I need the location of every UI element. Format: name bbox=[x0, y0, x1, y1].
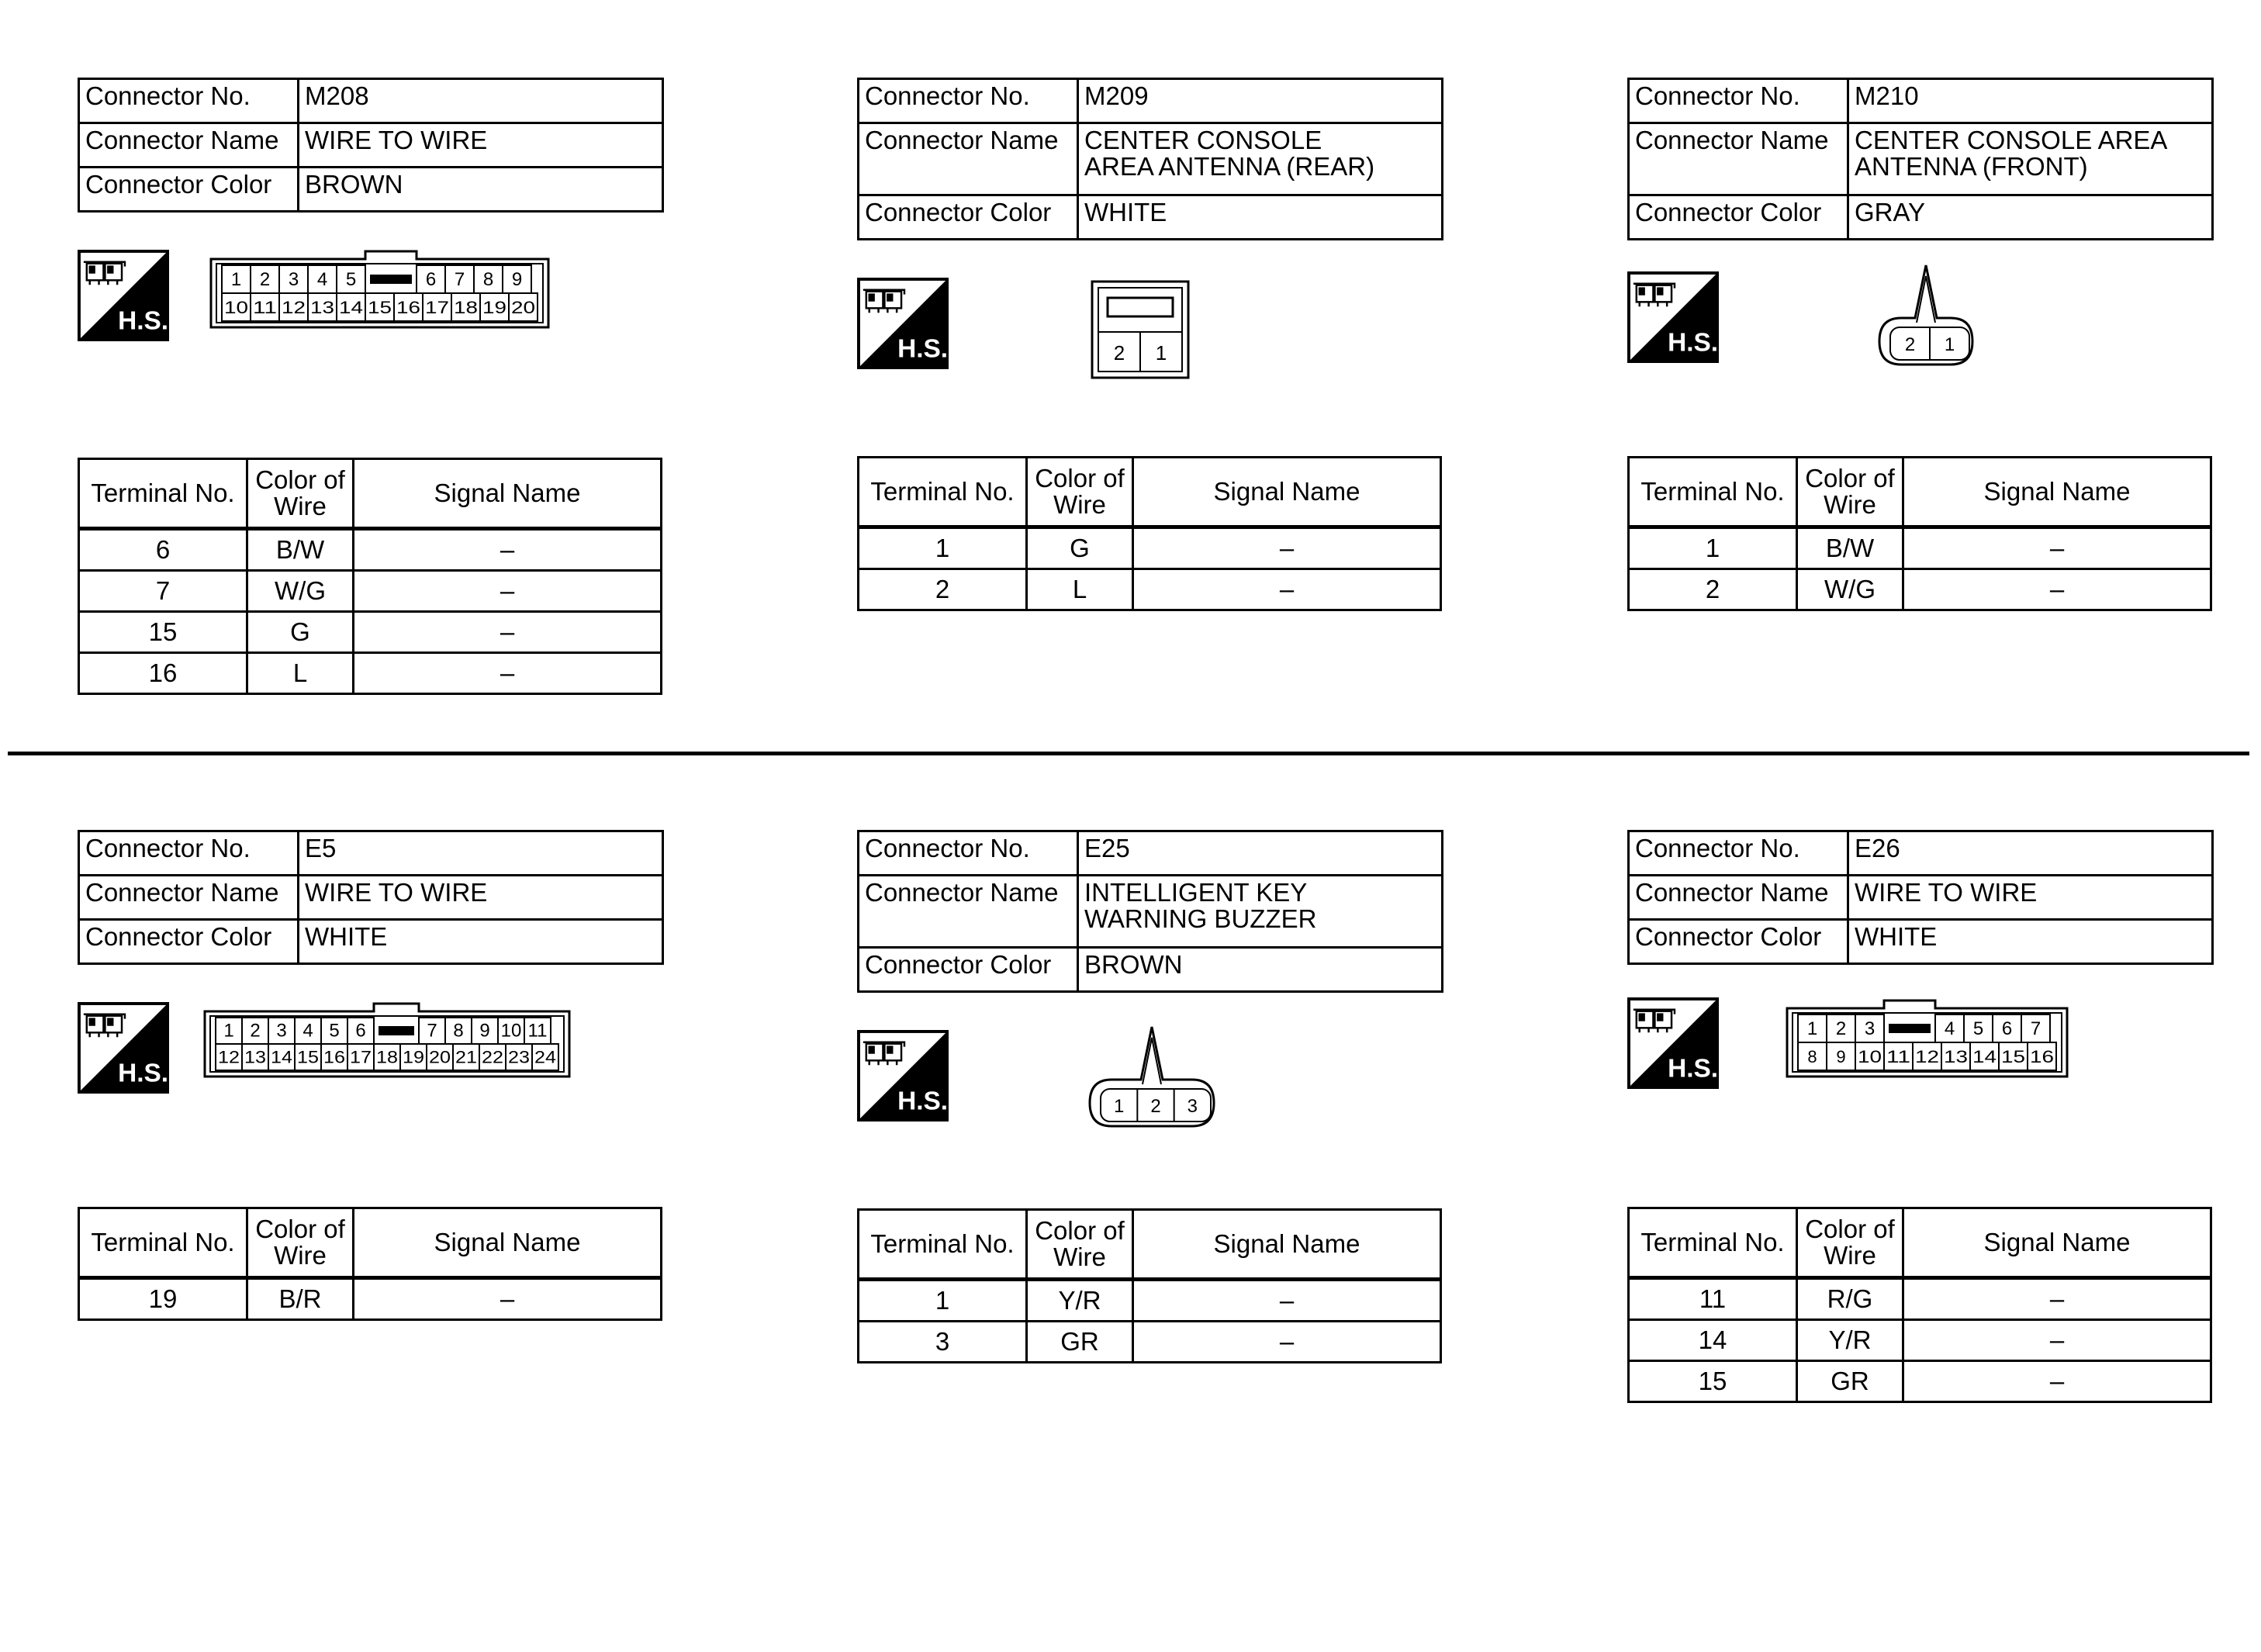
connector-pin-label: 9 bbox=[511, 268, 523, 290]
connector-lock-icon bbox=[379, 1026, 414, 1035]
connector-pin-label: 2 bbox=[1113, 341, 1125, 365]
table-row bbox=[79, 529, 662, 571]
connector-pin-label: 10 bbox=[224, 297, 248, 317]
connector-info-table bbox=[78, 78, 664, 213]
wire-color-cell: GR bbox=[1027, 1322, 1133, 1363]
hs-badge-label: H.S. bbox=[118, 306, 169, 336]
connector-pin-label: 1 bbox=[1806, 1018, 1818, 1039]
connector-lock-icon bbox=[1889, 1024, 1931, 1033]
connector-color-label: Connector Color bbox=[859, 195, 1078, 240]
color-of-wire-header: Color of Wire bbox=[247, 1208, 354, 1278]
wire-color-cell: B/W bbox=[1797, 527, 1903, 569]
connector-pin-label: 3 bbox=[276, 1020, 287, 1042]
connector-pin-label: 1 bbox=[230, 268, 242, 290]
connector-pin-label: 13 bbox=[244, 1047, 266, 1067]
signal-name-header: Signal Name bbox=[1133, 1210, 1441, 1280]
harness-side-icon bbox=[857, 278, 949, 369]
table-row bbox=[79, 571, 662, 612]
connector-face-diagram bbox=[203, 1002, 571, 1081]
terminal-no-cell: 1 bbox=[859, 1280, 1027, 1322]
wire-color-cell: W/G bbox=[247, 571, 354, 612]
wire-color-cell: GR bbox=[1797, 1361, 1903, 1402]
connector-face-diagram bbox=[1786, 999, 2069, 1081]
connector-no-label: Connector No. bbox=[79, 79, 299, 123]
connector-color-value: BROWN bbox=[1078, 948, 1443, 992]
connector-name-value: WIRE TO WIRE bbox=[299, 123, 663, 168]
hs-badge-label: H.S. bbox=[1668, 1054, 1719, 1083]
table-row bbox=[1629, 527, 2211, 569]
connector-pin-label: 16 bbox=[396, 297, 420, 317]
connector-no-label: Connector No. bbox=[79, 831, 299, 876]
connector-pin-label: 1 bbox=[1113, 1096, 1125, 1118]
connector-pin-label: 2 bbox=[1150, 1096, 1161, 1118]
connector-panel-e26 bbox=[1627, 830, 2217, 1528]
connector-no-value: M209 bbox=[1078, 79, 1443, 123]
signal-name-cell: – bbox=[354, 1278, 662, 1320]
connector-pin-label: 2 bbox=[259, 268, 271, 290]
connector-pin-label: 11 bbox=[253, 297, 277, 317]
connector-pin-label: 23 bbox=[508, 1047, 530, 1067]
terminal-no-cell: 1 bbox=[859, 527, 1027, 569]
connector-pin-label: 11 bbox=[527, 1020, 548, 1042]
connector-name-value: WIRE TO WIRE bbox=[299, 876, 663, 920]
terminal-table bbox=[78, 458, 662, 695]
connector-pin-label: 8 bbox=[453, 1020, 464, 1042]
harness-side-icon bbox=[857, 1030, 949, 1121]
signal-name-cell: – bbox=[1903, 1278, 2211, 1320]
connector-pin-label: 5 bbox=[1972, 1018, 1984, 1039]
connector-pin-label: 2 bbox=[1835, 1018, 1847, 1039]
terminal-table bbox=[857, 1208, 1442, 1363]
terminal-no-cell: 14 bbox=[1629, 1320, 1797, 1361]
connector-color-label: Connector Color bbox=[79, 920, 299, 964]
signal-name-cell: – bbox=[1133, 1280, 1441, 1322]
connector-pin-label: 7 bbox=[454, 268, 465, 290]
harness-side-icon bbox=[1627, 997, 1719, 1089]
signal-name-cell: – bbox=[354, 571, 662, 612]
connector-info-table bbox=[857, 830, 1443, 993]
terminal-no-cell: 7 bbox=[79, 571, 247, 612]
connector-pin-label: 19 bbox=[403, 1047, 424, 1067]
connector-pin-label: 11 bbox=[1886, 1046, 1910, 1066]
harness-side-icon bbox=[1627, 271, 1719, 363]
connector-no-label: Connector No. bbox=[1629, 831, 1848, 876]
signal-name-cell: – bbox=[1133, 1322, 1441, 1363]
color-of-wire-header: Color of Wire bbox=[247, 459, 354, 529]
terminal-no-cell: 2 bbox=[1629, 569, 1797, 610]
connector-pin-label: 8 bbox=[482, 268, 494, 290]
table-row bbox=[79, 612, 662, 653]
terminal-no-cell: 15 bbox=[1629, 1361, 1797, 1402]
wire-color-cell: B/R bbox=[247, 1278, 354, 1320]
table-row bbox=[859, 1280, 1441, 1322]
connector-pin-label: 9 bbox=[1836, 1046, 1846, 1066]
connector-pin-label: 12 bbox=[1915, 1046, 1939, 1066]
connector-no-value: M210 bbox=[1848, 79, 2213, 123]
connector-name-label: Connector Name bbox=[1629, 123, 1848, 195]
connector-face-diagram bbox=[1086, 1024, 1218, 1131]
connector-pin-label: 4 bbox=[303, 1020, 313, 1042]
connector-pin-label: 12 bbox=[218, 1047, 240, 1067]
connector-face-diagram bbox=[1876, 262, 1976, 369]
signal-name-cell: – bbox=[1133, 569, 1441, 610]
connector-no-label: Connector No. bbox=[1629, 79, 1848, 123]
connector-pin-label: 14 bbox=[271, 1047, 292, 1067]
wire-color-cell: B/W bbox=[247, 529, 354, 571]
hs-badge-label: H.S. bbox=[118, 1059, 169, 1088]
connector-pin-label: 3 bbox=[1864, 1018, 1876, 1039]
connector-info-table bbox=[1627, 830, 2214, 965]
connector-pin-label: 19 bbox=[482, 297, 506, 317]
terminal-no-header: Terminal No. bbox=[1629, 1208, 1797, 1278]
connector-color-label: Connector Color bbox=[1629, 920, 1848, 964]
connector-pin-label: 24 bbox=[534, 1047, 556, 1067]
signal-name-cell: – bbox=[1903, 1320, 2211, 1361]
terminal-no-cell: 15 bbox=[79, 612, 247, 653]
connector-panel-m210 bbox=[1627, 78, 2217, 776]
connector-pin-label: 6 bbox=[355, 1020, 366, 1042]
signal-name-cell: – bbox=[1903, 1361, 2211, 1402]
connector-pin-label: 20 bbox=[429, 1047, 451, 1067]
signal-name-cell: – bbox=[354, 612, 662, 653]
connector-pin-label: 15 bbox=[297, 1047, 319, 1067]
connector-color-value: WHITE bbox=[1078, 195, 1443, 240]
terminal-table bbox=[1627, 1207, 2212, 1403]
terminal-no-cell: 16 bbox=[79, 653, 247, 694]
table-row bbox=[79, 653, 662, 694]
connector-lock-icon bbox=[370, 275, 412, 284]
wire-color-cell: R/G bbox=[1797, 1278, 1903, 1320]
signal-name-header: Signal Name bbox=[354, 1208, 662, 1278]
color-of-wire-header: Color of Wire bbox=[1027, 1210, 1133, 1280]
connector-name-value: CENTER CONSOLE AREA ANTENNA (FRONT) bbox=[1848, 123, 2213, 195]
signal-name-header: Signal Name bbox=[354, 459, 662, 529]
connector-panel-m209 bbox=[857, 78, 1447, 776]
connector-pin-label: 1 bbox=[223, 1020, 234, 1042]
wire-color-cell: G bbox=[247, 612, 354, 653]
table-row bbox=[1629, 569, 2211, 610]
connector-pin-label: 3 bbox=[1187, 1096, 1198, 1118]
connector-panel-m208 bbox=[78, 78, 667, 776]
signal-name-cell: – bbox=[1903, 527, 2211, 569]
connector-info-table bbox=[78, 830, 664, 965]
connector-pin-label: 5 bbox=[345, 268, 357, 290]
connector-pin-label: 14 bbox=[1972, 1046, 1997, 1066]
connector-pin-label: 5 bbox=[329, 1020, 340, 1042]
harness-side-icon bbox=[78, 1002, 169, 1094]
connector-pin-label: 4 bbox=[1944, 1018, 1955, 1039]
wire-color-cell: L bbox=[1027, 569, 1133, 610]
connector-name-label: Connector Name bbox=[859, 876, 1078, 948]
connector-name-value: CENTER CONSOLE AREA ANTENNA (REAR) bbox=[1078, 123, 1443, 195]
terminal-table bbox=[78, 1207, 662, 1321]
connector-name-label: Connector Name bbox=[1629, 876, 1848, 920]
connector-pin-label: 17 bbox=[350, 1047, 372, 1067]
hs-badge-label: H.S. bbox=[897, 1087, 949, 1116]
wire-color-cell: Y/R bbox=[1797, 1320, 1903, 1361]
connector-no-label: Connector No. bbox=[859, 79, 1078, 123]
terminal-no-cell: 1 bbox=[1629, 527, 1797, 569]
connector-pin-label: 14 bbox=[339, 297, 363, 317]
signal-name-header: Signal Name bbox=[1903, 1208, 2211, 1278]
terminal-no-header: Terminal No. bbox=[1629, 458, 1797, 527]
connector-pin-label: 6 bbox=[425, 268, 437, 290]
connector-pin-label: 7 bbox=[427, 1020, 437, 1042]
connector-pin-label: 4 bbox=[316, 268, 328, 290]
connector-pin-label: 7 bbox=[2030, 1018, 2041, 1039]
connector-pin-label: 18 bbox=[376, 1047, 398, 1067]
terminal-no-cell: 2 bbox=[859, 569, 1027, 610]
connector-color-label: Connector Color bbox=[1629, 195, 1848, 240]
terminal-no-cell: 11 bbox=[1629, 1278, 1797, 1320]
table-row bbox=[1629, 1361, 2211, 1402]
connector-info-table bbox=[857, 78, 1443, 240]
table-row bbox=[1629, 1320, 2211, 1361]
terminal-table bbox=[857, 456, 1442, 611]
signal-name-cell: – bbox=[354, 529, 662, 571]
connector-no-value: E26 bbox=[1848, 831, 2213, 876]
signal-name-cell: – bbox=[354, 653, 662, 694]
table-row bbox=[859, 1322, 1441, 1363]
wire-color-cell: Y/R bbox=[1027, 1280, 1133, 1322]
table-row bbox=[859, 527, 1441, 569]
connector-pin-label: 16 bbox=[323, 1047, 345, 1067]
wire-color-cell: L bbox=[247, 653, 354, 694]
connector-pin-label: 10 bbox=[1858, 1046, 1882, 1066]
connector-pin-label: 3 bbox=[288, 268, 299, 290]
connector-panel-e25 bbox=[857, 830, 1447, 1528]
signal-name-header: Signal Name bbox=[1903, 458, 2211, 527]
wire-color-cell: W/G bbox=[1797, 569, 1903, 610]
connector-pin-label: 2 bbox=[1904, 334, 1916, 356]
connector-pin-label: 9 bbox=[479, 1020, 490, 1042]
connector-color-value: WHITE bbox=[299, 920, 663, 964]
connector-no-label: Connector No. bbox=[859, 831, 1078, 876]
wire-color-cell: G bbox=[1027, 527, 1133, 569]
terminal-no-cell: 6 bbox=[79, 529, 247, 571]
connector-name-label: Connector Name bbox=[859, 123, 1078, 195]
signal-name-cell: – bbox=[1133, 527, 1441, 569]
connector-face-diagram bbox=[209, 250, 550, 332]
connector-pin-label: 20 bbox=[511, 297, 535, 317]
color-of-wire-header: Color of Wire bbox=[1797, 458, 1903, 527]
hs-badge-label: H.S. bbox=[897, 334, 949, 364]
connector-name-value: WIRE TO WIRE bbox=[1848, 876, 2213, 920]
terminal-no-header: Terminal No. bbox=[79, 1208, 247, 1278]
table-row bbox=[1629, 1278, 2211, 1320]
connector-color-value: BROWN bbox=[299, 168, 663, 212]
connector-no-value: M208 bbox=[299, 79, 663, 123]
connector-color-value: WHITE bbox=[1848, 920, 2213, 964]
signal-name-header: Signal Name bbox=[1133, 458, 1441, 527]
connector-pin-label: 10 bbox=[500, 1020, 522, 1042]
terminal-table bbox=[1627, 456, 2212, 611]
connector-name-label: Connector Name bbox=[79, 123, 299, 168]
connector-pin-label: 8 bbox=[1807, 1046, 1817, 1066]
connector-name-value: INTELLIGENT KEY WARNING BUZZER bbox=[1078, 876, 1443, 948]
connector-color-label: Connector Color bbox=[79, 168, 299, 212]
signal-name-cell: – bbox=[1903, 569, 2211, 610]
connector-pin-label: 21 bbox=[455, 1047, 477, 1067]
connector-info-table bbox=[1627, 78, 2214, 240]
hs-badge-label: H.S. bbox=[1668, 328, 1719, 358]
connector-pin-label: 1 bbox=[1155, 341, 1167, 365]
connector-pin-label: 12 bbox=[282, 297, 306, 317]
connector-pin-label: 22 bbox=[482, 1047, 503, 1067]
connector-pin-label: 16 bbox=[2030, 1046, 2054, 1066]
terminal-no-header: Terminal No. bbox=[859, 458, 1027, 527]
connector-no-value: E5 bbox=[299, 831, 663, 876]
connector-color-value: GRAY bbox=[1848, 195, 2213, 240]
connector-name-label: Connector Name bbox=[79, 876, 299, 920]
terminal-no-header: Terminal No. bbox=[859, 1210, 1027, 1280]
connector-color-label: Connector Color bbox=[859, 948, 1078, 992]
connector-pin-label: 2 bbox=[250, 1020, 261, 1042]
table-row bbox=[79, 1278, 662, 1320]
terminal-no-cell: 19 bbox=[79, 1278, 247, 1320]
color-of-wire-header: Color of Wire bbox=[1027, 458, 1133, 527]
connector-pin-label: 15 bbox=[368, 297, 392, 317]
connector-no-value: E25 bbox=[1078, 831, 1443, 876]
connector-pin-label: 6 bbox=[2001, 1018, 2013, 1039]
harness-side-icon bbox=[78, 250, 169, 341]
connector-face-diagram bbox=[1090, 279, 1191, 380]
connector-pin-label: 18 bbox=[454, 297, 478, 317]
table-row bbox=[859, 569, 1441, 610]
connector-panel-e5 bbox=[78, 830, 667, 1528]
color-of-wire-header: Color of Wire bbox=[1797, 1208, 1903, 1278]
connector-pin-label: 15 bbox=[2001, 1046, 2025, 1066]
connector-pin-label: 13 bbox=[1944, 1046, 1968, 1066]
terminal-no-header: Terminal No. bbox=[79, 459, 247, 529]
connector-pin-label: 1 bbox=[1944, 334, 1955, 356]
connector-pin-label: 13 bbox=[310, 297, 334, 317]
terminal-no-cell: 3 bbox=[859, 1322, 1027, 1363]
connector-pin-label: 17 bbox=[425, 297, 449, 317]
